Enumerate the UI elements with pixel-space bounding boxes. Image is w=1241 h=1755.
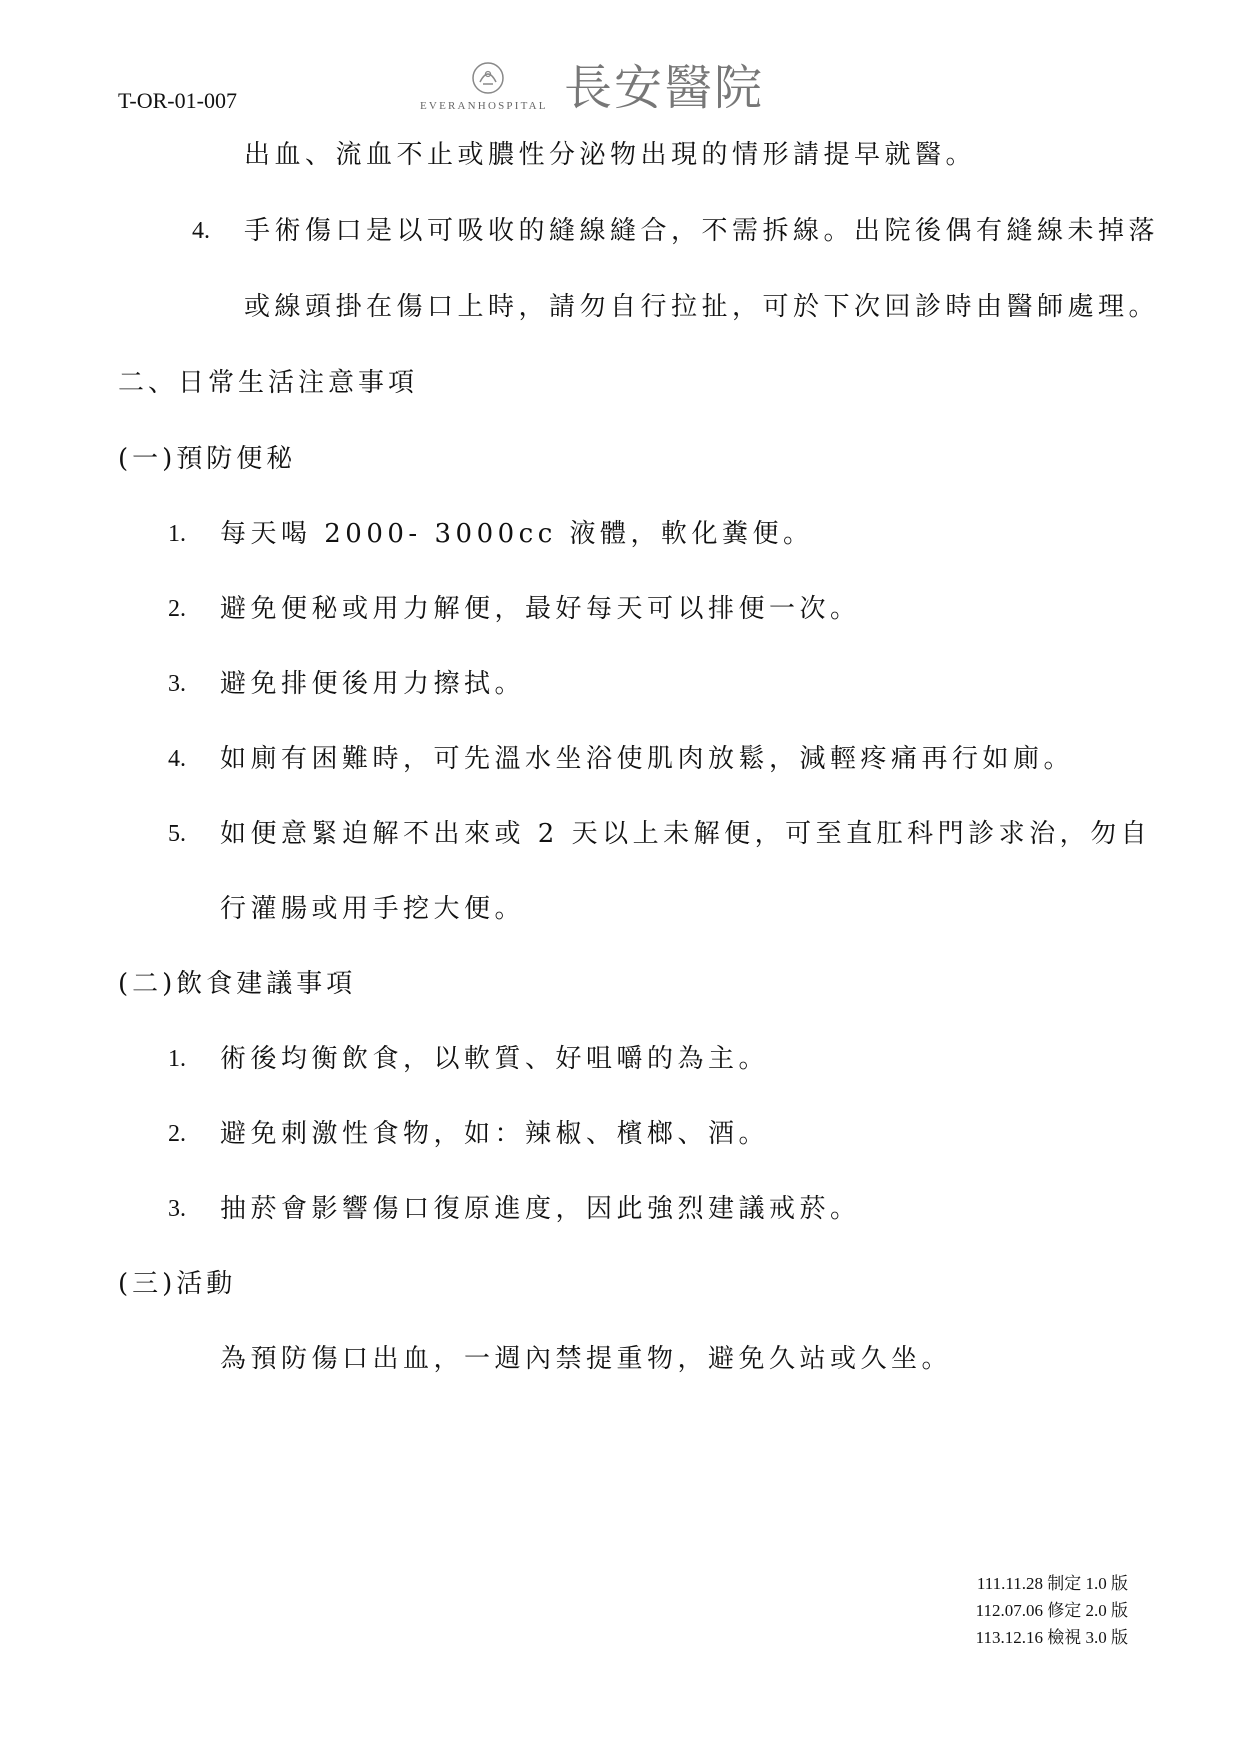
hospital-logo [420,58,830,120]
subsection-1-title: (一)預防便秘 [118,444,297,474]
revision-line-1: 111.11.28 制定 1.0 版 [976,1574,1128,1593]
revision-line-2: 112.07.06 修定 2.0 版 [975,1601,1128,1620]
s2-item-3-number: 3. [168,1196,186,1222]
s1-item-5-text: 如便意緊迫解不出來或 2 天以上未解便，可至直肛科門診求治，勿自 [220,819,1152,849]
s1-item-2-text: 避免便秘或用力解便，最好每天可以排便一次。 [220,594,861,624]
section-2-title: 二、日常生活注意事項 [118,368,419,398]
s1-item-3-number: 3. [168,671,186,697]
item-4-line-2: 或線頭掛在傷口上時，請勿自行拉扯，可於下次回診時由醫師處理。 [244,292,1160,322]
s3-text: 為預防傷口出血，一週內禁提重物，避免久站或久坐。 [220,1344,953,1374]
s1-item-4-number: 4. [168,746,186,772]
s2-item-1-number: 1. [168,1046,186,1072]
logo-chinese-text: 長安醫院 [564,60,765,116]
item-4-number: 4. [192,218,210,244]
s1-item-3-text: 避免排便後用力擦拭。 [220,669,526,699]
subsection-3-title: (三)活動 [118,1269,237,1299]
s2-item-1-text: 術後均衡飲食，以軟質、好咀嚼的為主。 [220,1044,770,1074]
logo-english-text: EVERANHOSPITAL [420,100,548,112]
s2-item-2-number: 2. [168,1121,186,1147]
s1-item-2-number: 2. [168,596,186,622]
item-4-line-1: 手術傷口是以可吸收的縫線縫合，不需拆線。出院後偶有縫線未掉落 [244,216,1160,246]
s2-item-3-text: 抽菸會影響傷口復原進度，因此強烈建議戒菸。 [220,1194,861,1224]
s2-item-2-text: 避免刺激性食物，如：辣椒、檳榔、酒。 [220,1119,770,1149]
s1-item-4-text: 如廁有困難時，可先溫水坐浴使肌肉放鬆，減輕疼痛再行如廁。 [220,744,1075,774]
s1-item-5-text-cont: 行灌腸或用手挖大便。 [220,894,526,924]
s1-item-1-number: 1. [168,521,186,547]
intro-line-1: 出血、流血不止或膿性分泌物出現的情形請提早就醫。 [244,140,977,170]
hospital-emblem-icon [470,60,506,96]
s1-item-1-text: 每天喝 2000- 3000cc 液體，軟化糞便。 [220,519,814,549]
document-code: T-OR-01-007 [118,88,237,113]
s1-item-5-number: 5. [168,821,186,847]
revision-line-3: 113.12.16 檢視 3.0 版 [975,1628,1128,1647]
subsection-2-title: (二)飲食建議事項 [118,969,357,999]
